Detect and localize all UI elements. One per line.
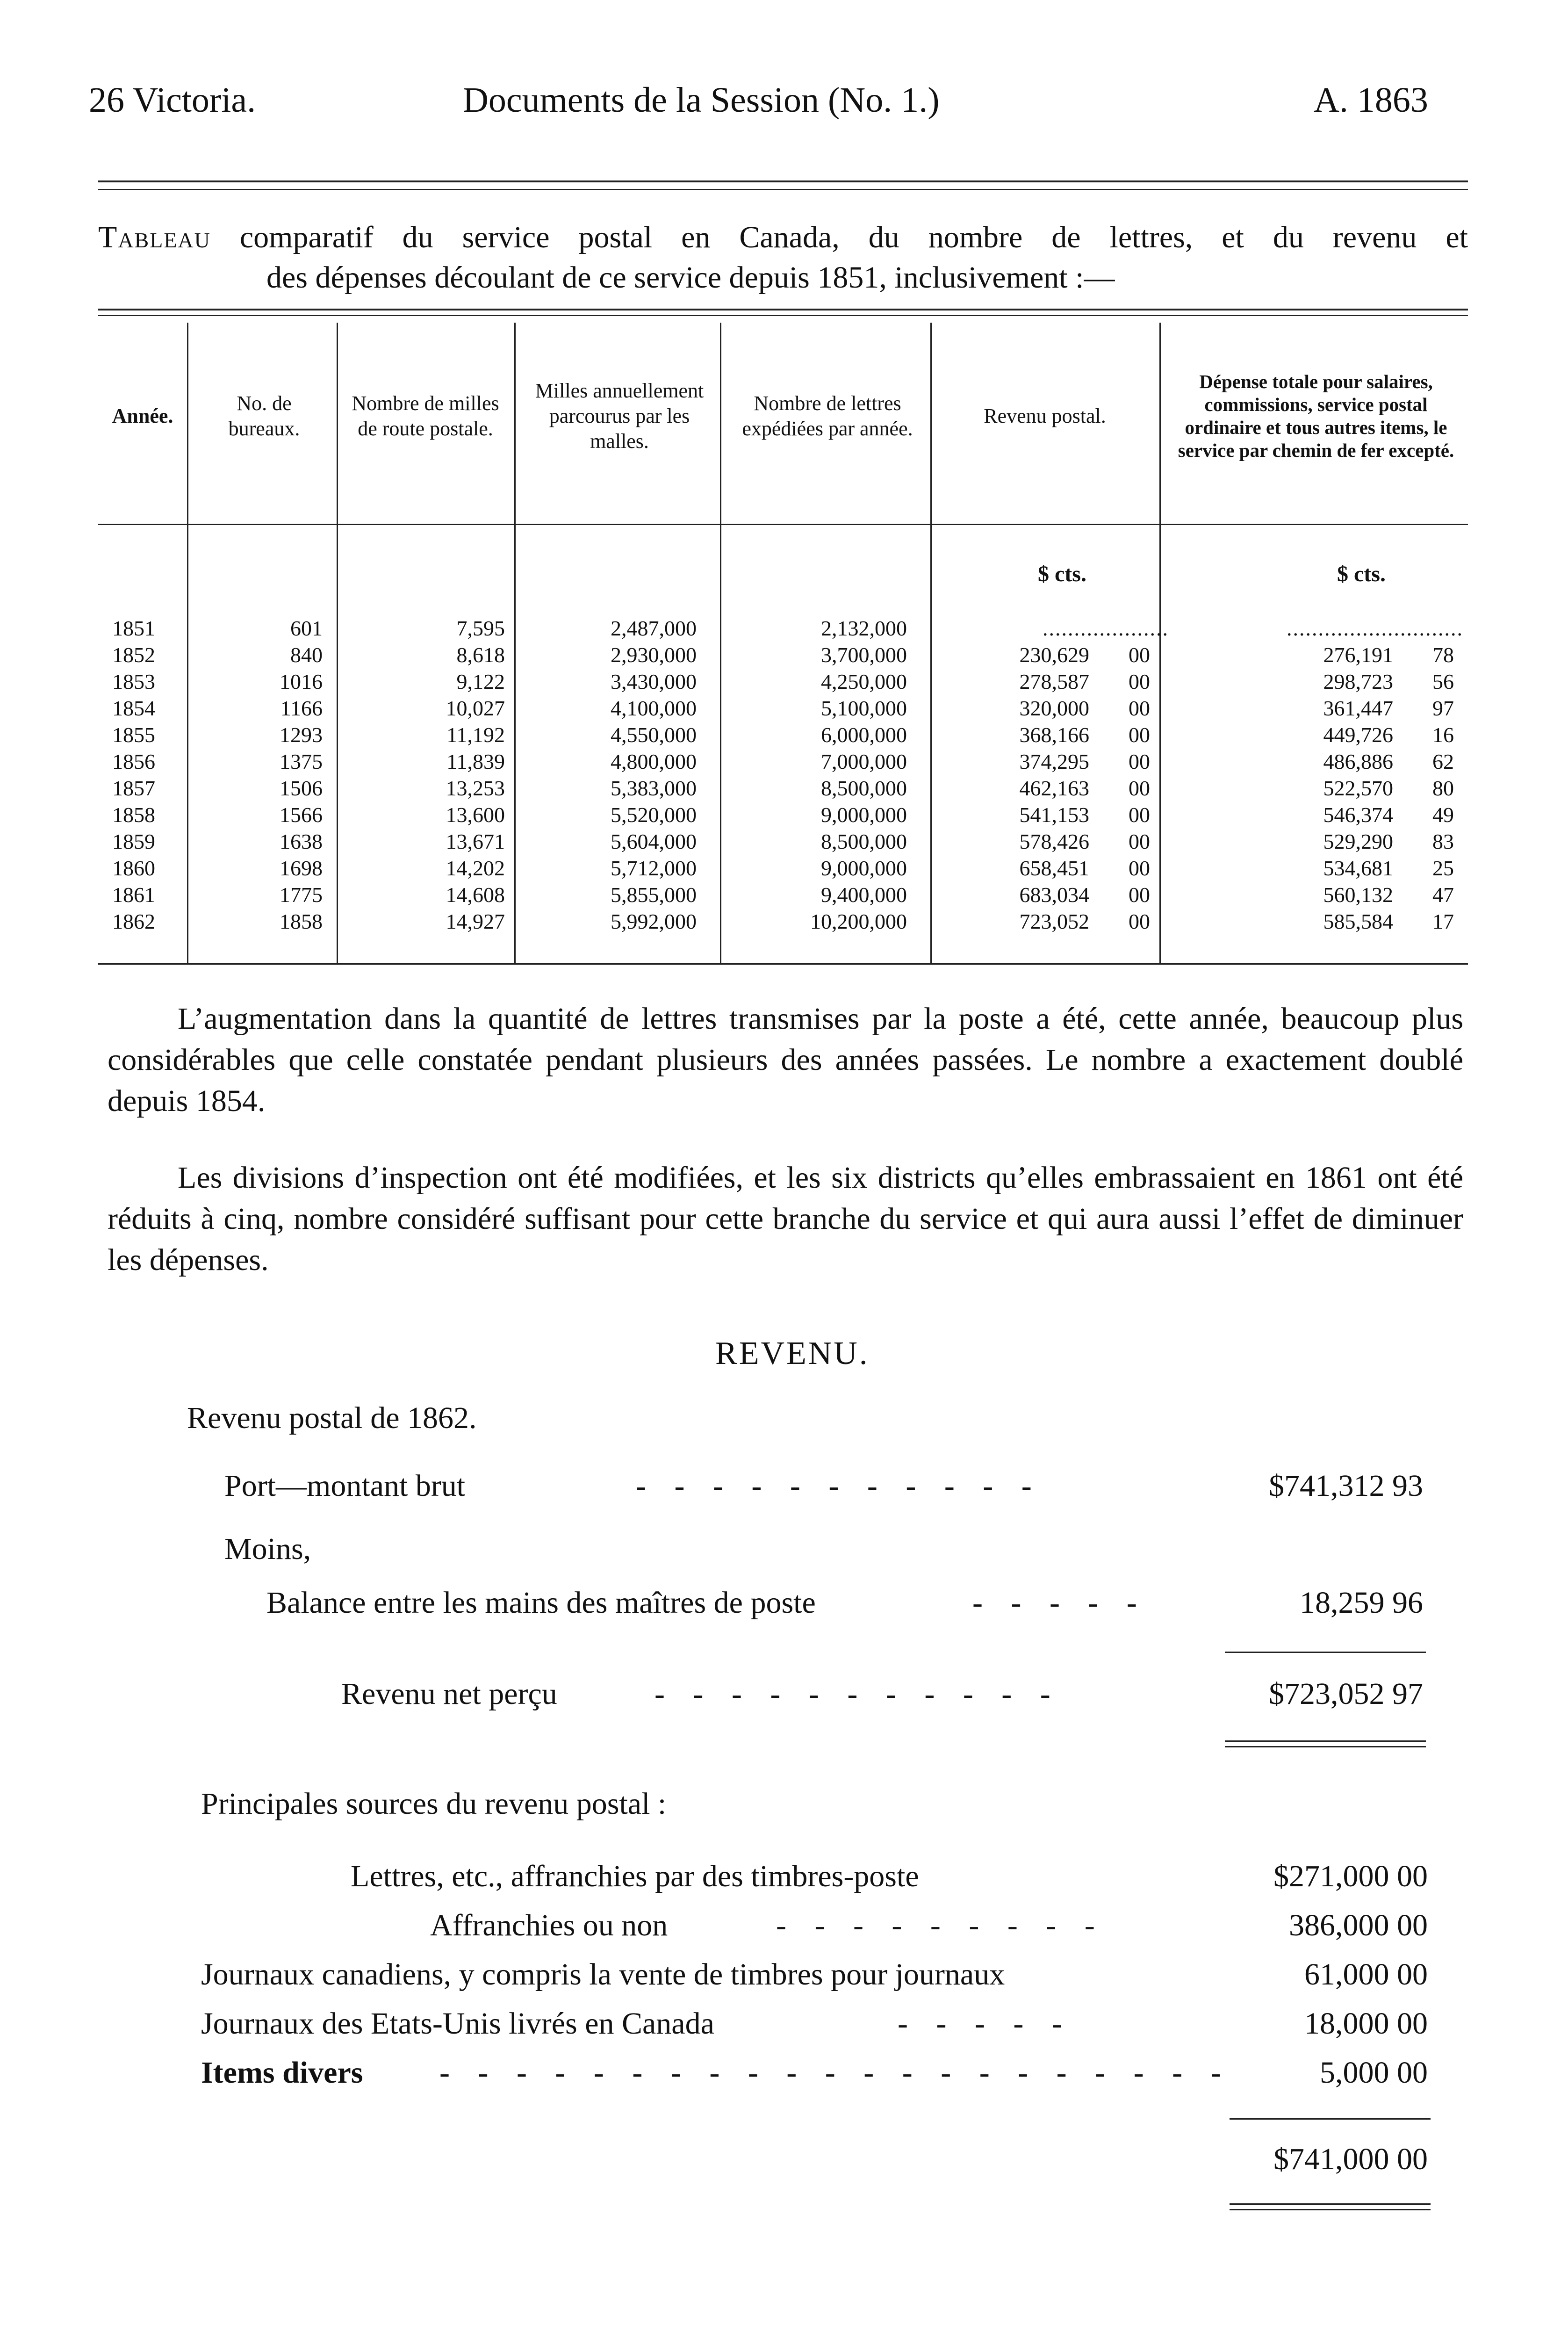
leader-dots: - - - - - - - - - - -	[655, 1677, 1061, 1711]
cell-depense: 585,584	[1323, 909, 1393, 933]
double-rule	[1225, 1746, 1426, 1747]
cell-milles-route: 10,027	[446, 696, 505, 720]
cell-depense: 298,723	[1323, 670, 1393, 693]
cell-depense: 449,726	[1323, 723, 1393, 747]
cell-lettres: 9,400,000	[821, 883, 907, 907]
leader-dots: - - - - - - - - - - - - - - - - - - - - -	[439, 2056, 1231, 2090]
double-rule	[1230, 2203, 1431, 2205]
net-label: Revenu net perçu	[341, 1677, 557, 1711]
cell-lettres: 8,500,000	[821, 830, 907, 853]
source-label: Items divers	[201, 2056, 363, 2090]
table-row	[98, 855, 1468, 881]
cell-annee: 1858	[112, 803, 155, 827]
column-header-milles-parcourus: Milles annuellement parcourus par les malles.	[535, 379, 704, 453]
table-bottom-rule	[98, 963, 1468, 965]
cell-lettres: 2,132,000	[821, 616, 907, 640]
cell-milles-route: 14,202	[446, 856, 505, 880]
unit-depense: $ cts.	[1337, 562, 1386, 586]
cell-depense: 522,570	[1323, 776, 1393, 800]
cell-milles-parcourus: 2,487,000	[611, 616, 697, 640]
section-heading: REVENU.	[715, 1335, 870, 1371]
cell-revenu-cts: 00	[1129, 643, 1150, 667]
cell-lettres: 9,000,000	[821, 856, 907, 880]
cell-milles-parcourus: 2,930,000	[611, 643, 697, 667]
cell-annee: 1851	[112, 616, 155, 640]
cell-revenu-cts: 00	[1129, 723, 1150, 747]
cell-lettres: 6,000,000	[821, 723, 907, 747]
cell-bureaux: 1698	[280, 856, 323, 880]
cell-milles-parcourus: 4,800,000	[611, 750, 697, 773]
cell-bureaux: 1375	[280, 750, 323, 773]
cell-revenu: 723,052	[1019, 909, 1089, 933]
cell-milles-parcourus: 5,992,000	[611, 909, 697, 933]
column-header-annee: Année.	[112, 404, 173, 428]
revenue-subheading: Revenu postal de 1862.	[187, 1401, 477, 1435]
balance-amount: 18,259 96	[1300, 1586, 1423, 1620]
cell-bureaux: 1016	[280, 670, 323, 693]
source-label: Journaux canadiens, y compris la vente de timbres pour journaux	[201, 1957, 1005, 1992]
cell-milles-route: 7,595	[456, 616, 505, 640]
cell-bureaux: 1293	[280, 723, 323, 747]
cell-annee: 1855	[112, 723, 155, 747]
cell-milles-route: 9,122	[456, 670, 505, 693]
cell-lettres: 5,100,000	[821, 696, 907, 720]
leader-dots: - - - - - - - - - - -	[636, 1469, 1042, 1503]
cell-depense-cts: 16	[1432, 723, 1454, 747]
table-title-lead: Tableau	[98, 220, 211, 254]
cell-bureaux: 840	[290, 643, 323, 667]
cell-annee: 1852	[112, 643, 155, 667]
table-row	[98, 642, 1468, 668]
cell-revenu: 541,153	[1019, 803, 1089, 827]
balance-label: Balance entre les mains des maîtres de poste	[266, 1586, 816, 1620]
cell-lettres: 7,000,000	[821, 750, 907, 773]
cell-milles-route: 11,192	[446, 723, 505, 747]
double-rule	[1225, 1740, 1426, 1742]
cell-revenu: 683,034	[1019, 883, 1089, 907]
column-header-depense: Dépense totale pour salaires, commissions, service postal ordinaire et tous autres items, le service par chemin de fer excepté.	[1178, 370, 1454, 462]
table-top-rule	[98, 309, 1468, 310]
table-title-line-1: comparatif du service postal en Canada, du nombre de lettres, et du revenu et	[239, 220, 1468, 254]
cell-depense: ............................	[1287, 616, 1463, 640]
cell-depense: 361,447	[1323, 696, 1393, 720]
cell-annee: 1861	[112, 883, 155, 907]
source-label: Lettres, etc., affranchies par des timbres-poste	[351, 1859, 919, 1893]
table-header-rule	[98, 524, 1468, 525]
cell-lettres: 10,200,000	[810, 909, 907, 933]
running-head-left: 26 Victoria.	[89, 80, 256, 120]
cell-milles-parcourus: 5,520,000	[611, 803, 697, 827]
cell-depense: 529,290	[1323, 830, 1393, 853]
source-amount: $271,000 00	[1273, 1859, 1428, 1893]
cell-annee: 1860	[112, 856, 155, 880]
cell-revenu: 368,166	[1019, 723, 1089, 747]
cell-bureaux: 601	[290, 616, 323, 640]
cell-bureaux: 1858	[280, 909, 323, 933]
source-amount: 5,000 00	[1320, 2056, 1428, 2090]
cell-depense: 486,886	[1323, 750, 1393, 773]
paragraph-1	[108, 998, 1463, 1122]
cell-bureaux: 1638	[280, 830, 323, 853]
running-head-title: Documents de la Session (No. 1.)	[463, 80, 940, 120]
cell-depense-cts: 97	[1432, 696, 1454, 720]
cell-milles-parcourus: 4,550,000	[611, 723, 697, 747]
cell-depense-cts: 49	[1432, 803, 1454, 827]
cell-revenu: 578,426	[1019, 830, 1089, 853]
net-amount: $723,052 97	[1269, 1677, 1423, 1711]
cell-revenu-cts: 00	[1129, 776, 1150, 800]
cell-revenu: 658,451	[1019, 856, 1089, 880]
cell-milles-parcourus: 5,855,000	[611, 883, 697, 907]
cell-lettres: 4,250,000	[821, 670, 907, 693]
sum-rule	[1230, 2118, 1431, 2120]
cell-revenu-cts: 00	[1129, 670, 1150, 693]
column-header-milles-route: Nombre de milles de route postale.	[352, 392, 499, 440]
cell-depense-cts: 83	[1432, 830, 1454, 853]
table-row	[98, 615, 1468, 642]
moins-label: Moins,	[224, 1532, 311, 1566]
table-row	[98, 695, 1468, 722]
source-amount: 18,000 00	[1304, 2006, 1428, 2041]
cell-depense-cts: 25	[1432, 856, 1454, 880]
cell-milles-parcourus: 5,604,000	[611, 830, 697, 853]
cell-revenu-cts: 00	[1129, 696, 1150, 720]
table-body	[98, 615, 1468, 935]
cell-depense-cts: 80	[1432, 776, 1454, 800]
cell-revenu-cts: 00	[1129, 909, 1150, 933]
cell-revenu: 230,629	[1019, 643, 1089, 667]
column-header-revenu: Revenu postal.	[984, 404, 1106, 428]
leader-dots: - - - - -	[898, 2006, 1072, 2041]
cell-milles-parcourus: 5,712,000	[611, 856, 697, 880]
cell-revenu-cts: 00	[1129, 803, 1150, 827]
port-amount: $741,312 93	[1269, 1469, 1423, 1503]
double-rule	[1230, 2209, 1431, 2210]
table-top-rule-thin	[98, 315, 1468, 316]
cell-milles-parcourus: 3,430,000	[611, 670, 697, 693]
cell-depense: 534,681	[1323, 856, 1393, 880]
cell-milles-parcourus: 4,100,000	[611, 696, 697, 720]
cell-revenu: 462,163	[1019, 776, 1089, 800]
table-row	[98, 748, 1468, 775]
table-title	[98, 217, 1468, 298]
table-row	[98, 722, 1468, 748]
cell-annee: 1856	[112, 750, 155, 773]
cell-annee: 1854	[112, 696, 155, 720]
cell-bureaux: 1506	[280, 776, 323, 800]
table-row	[98, 775, 1468, 801]
table-row	[98, 828, 1468, 855]
source-amount: 386,000 00	[1289, 1908, 1428, 1942]
table-row	[98, 801, 1468, 828]
cell-milles-route: 13,253	[446, 776, 505, 800]
source-label: Journaux des Etats-Unis livrés en Canada	[201, 2006, 714, 2041]
cell-annee: 1862	[112, 909, 155, 933]
cell-milles-route: 13,600	[446, 803, 505, 827]
header-rule-thin	[98, 189, 1468, 190]
cell-revenu-cts: 00	[1129, 883, 1150, 907]
cell-depense-cts: 17	[1432, 909, 1454, 933]
source-amount: 61,000 00	[1304, 1957, 1428, 1992]
source-label: Affranchies ou non	[430, 1908, 668, 1942]
port-label: Port—montant brut	[224, 1469, 466, 1503]
cell-lettres: 8,500,000	[821, 776, 907, 800]
cell-depense: 560,132	[1323, 883, 1393, 907]
statistics-table	[98, 309, 1468, 973]
cell-revenu-cts: 00	[1129, 750, 1150, 773]
cell-revenu: ....................	[1043, 616, 1169, 640]
cell-depense: 276,191	[1323, 643, 1393, 667]
cell-lettres: 9,000,000	[821, 803, 907, 827]
cell-bureaux: 1166	[280, 696, 323, 720]
cell-depense-cts: 62	[1432, 750, 1454, 773]
cell-annee: 1859	[112, 830, 155, 853]
cell-annee: 1853	[112, 670, 155, 693]
cell-revenu: 374,295	[1019, 750, 1089, 773]
cell-depense: 546,374	[1323, 803, 1393, 827]
paragraph-2	[108, 1157, 1463, 1281]
cell-annee: 1857	[112, 776, 155, 800]
header-rule	[98, 180, 1468, 182]
leader-dots: - - - - -	[972, 1586, 1147, 1620]
cell-bureaux: 1566	[280, 803, 323, 827]
table-row	[98, 881, 1468, 908]
table-title-line-2: des dépenses découlant de ce service depuis 1851, inclusivement :—	[266, 260, 1115, 295]
cell-revenu-cts: 00	[1129, 856, 1150, 880]
cell-revenu-cts: 00	[1129, 830, 1150, 853]
table-row	[98, 668, 1468, 695]
cell-milles-parcourus: 5,383,000	[611, 776, 697, 800]
column-header-bureaux: No. de bureaux.	[228, 392, 300, 440]
cell-milles-route: 11,839	[446, 750, 505, 773]
paragraph-1-text: L’augmentation dans la quantité de lettres transmises par la poste a été, cette année, beaucoup plus considérables que celle constatée pendant plusieurs des années passées. Le nombre a exactement doublé depuis 1854.	[108, 1002, 1463, 1118]
cell-revenu: 320,000	[1019, 696, 1089, 720]
cell-milles-route: 13,671	[446, 830, 505, 853]
total-amount: $741,000 00	[1273, 2142, 1428, 2176]
column-header-lettres: Nombre de lettres expédiées par année.	[742, 392, 913, 440]
running-head-right: A. 1863	[1314, 80, 1428, 120]
unit-revenu: $ cts.	[1038, 562, 1086, 586]
cell-bureaux: 1775	[280, 883, 323, 907]
cell-depense-cts: 47	[1432, 883, 1454, 907]
paragraph-2-text: Les divisions d’inspection ont été modifiées, et les six districts qu’elles embrassaient en 1861 ont été réduits à cinq, nombre considéré suffisant pour cette branche du service et qui aura aussi l’effet de diminuer les dépenses.	[108, 1161, 1463, 1277]
cell-depense-cts: 56	[1432, 670, 1454, 693]
sources-heading: Principales sources du revenu postal :	[201, 1787, 667, 1821]
cell-milles-route: 14,927	[446, 909, 505, 933]
cell-milles-route: 14,608	[446, 883, 505, 907]
cell-revenu: 278,587	[1019, 670, 1089, 693]
table-row	[98, 908, 1468, 935]
cell-lettres: 3,700,000	[821, 643, 907, 667]
cell-depense-cts: 78	[1432, 643, 1454, 667]
sum-rule	[1225, 1652, 1426, 1653]
cell-milles-route: 8,618	[456, 643, 505, 667]
leader-dots: - - - - - - - - -	[776, 1908, 1105, 1942]
